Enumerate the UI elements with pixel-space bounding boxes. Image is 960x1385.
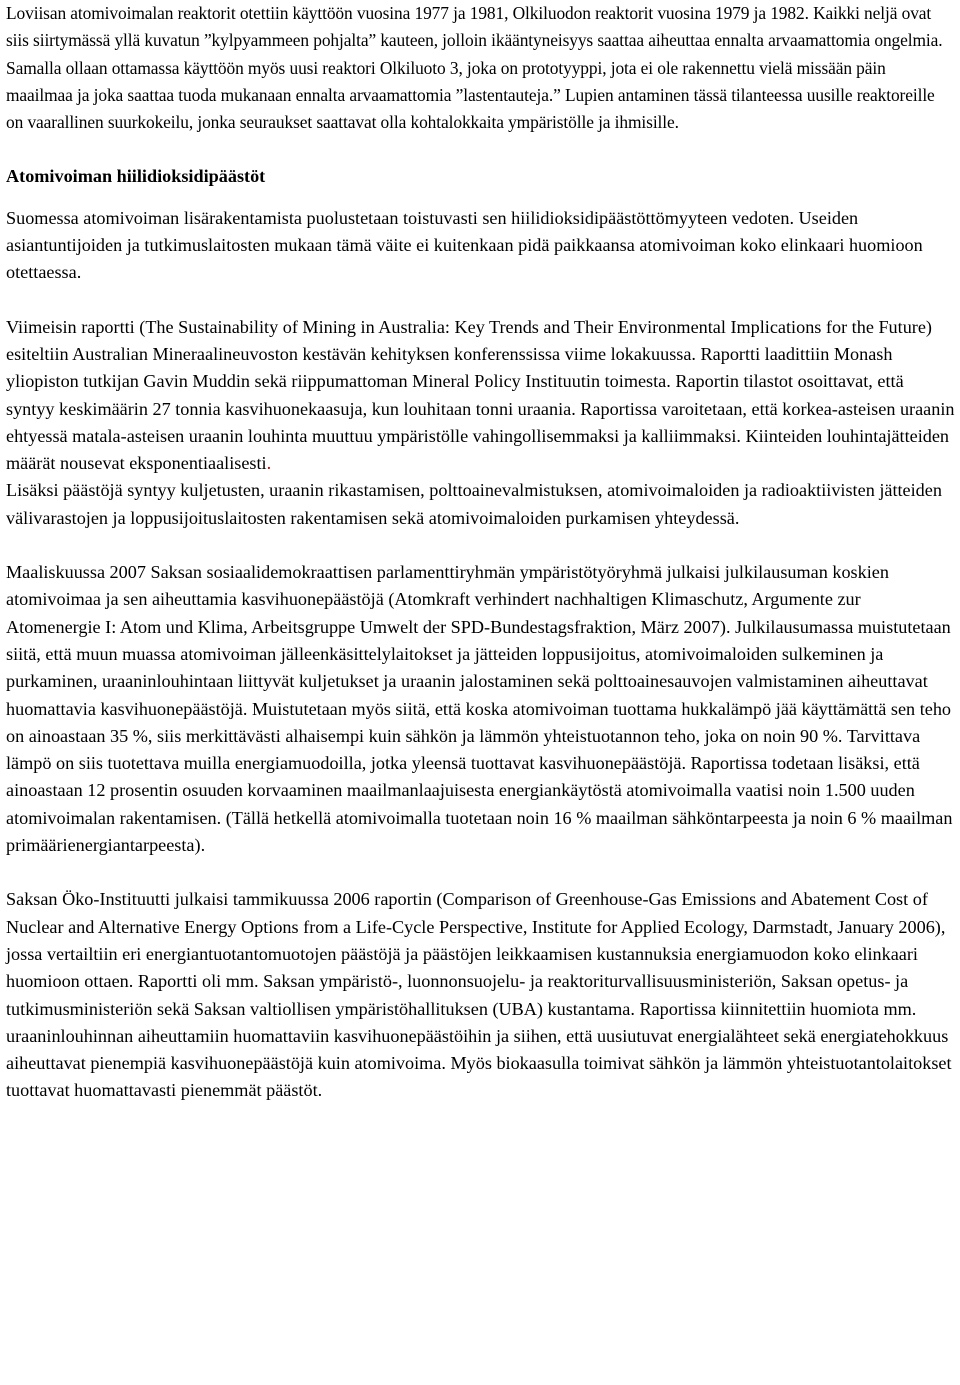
red-period: . bbox=[266, 453, 272, 474]
mining-report-text: Viimeisin raportti (The Sustainability of Mining in Australia: Key Trends and Their Environmental Implications for the Future) esiteltiin Australian Mineraalineuvoston kestävän kehityksen konferenssissa viime lokakuussa. Raportti laadittiin Monash yliopiston tutkijan Gavin Muddin sekä riippumattoman Mineral Policy Instituutin toimesta. Raportin tilastot osoittavat, että syntyy keskimäärin 27 tonnia kasvihuonekaasuja, kun louhitaan tonni uraania. Raportissa varoitetaan, että korkea-asteisen uraanin ehtyessä matala-asteisen uraanin louhinta muuttuu ympäristölle vahingollisemmaksi ja kalliimmaksi. Kiinteiden louhintajätteiden määrät nousevat eksponentiaalisesti bbox=[6, 316, 955, 474]
paragraph-mining-report bbox=[6, 314, 956, 478]
paragraph-additional-emissions: Lisäksi päästöjä syntyy kuljetusten, uraanin rikastamisen, polttoainevalmistuksen, atomivoimaloiden ja radioaktiivisten jätteiden välivarastojen ja loppusijoituslaitosten rakentamisen sekä atomivoimaloiden purkamisen yhteydessä. bbox=[6, 480, 942, 528]
document-page bbox=[6, 0, 956, 1105]
section-heading: Atomivoiman hiilidioksidipäästöt bbox=[6, 166, 266, 187]
paragraph-intro-emissions: Suomessa atomivoiman lisärakentamista puolustetaan toistuvasti sen hiilidioksidipäästöttömyyteen vedoten. Useiden asiantuntijoiden ja tutkimuslaitosten mukaan tämä väite ei kuitenkaan pidä paikkaansa atomivoiman koko elinkaari huomioon otettaessa. bbox=[6, 207, 923, 283]
paragraph-reactors: Loviisan atomivoimalan reaktorit otettiin käyttöön vuosina 1977 ja 1981, Olkiluodon reaktorit vuosina 1979 ja 1982. Kaikki neljä ovat siis siirtymässä yllä kuvatun ”kylpyammeen pohjalta” kauteen, jolloin ikääntyneisyys saattaa aiheuttaa ennalta arvaamattomia ongelmia. Samalla ollaan ottamassa käyttöön myös uusi reaktori Olkiluoto 3, joka on prototyyppi, jota ei ole rakennettu vielä missään päin maailmaa ja joka saattaa tuoda mukanaan ennalta arvaamattomia ”lastentauteja.” Lupien antaminen tässä tilanteessa uusille reaktoreille on vaarallinen suurkokeilu, jonka seuraukset saattavat olla kohtalokkaita ympäristölle ja ihmisille. bbox=[6, 3, 943, 133]
paragraph-spd-statement: Maaliskuussa 2007 Saksan sosiaalidemokraattisen parlamenttiryhmän ympäristötyöryhmä julkaisi julkilausuman koskien atomivoimaa ja sen aiheuttamia kasvihuonepäästöjä (Atomkraft verhindert nachhaltigen Klimaschutz, Argumente zur Atomenergie I: Atom und Klima, Arbeitsgruppe Umwelt der SPD-Bundestagsfraktion, März 2007). Julkilausumassa muistutetaan siitä, että muun muassa atomivoiman jälleenkäsittelylaitokset ja jätteiden loppusijoitus, atomivoimaloiden sulkeminen ja purkaminen, uraaninlouhintaan liittyvät kuljetukset ja uraanin jalostaminen sekä polttoainesauvojen valmistaminen aiheuttavat huomattavia kasvihuonepäästöjä. Muistutetaan myös siitä, että koska atomivoiman tuottama hukkalämpö jää käyttämättä sen teho on ainoastaan 35 %, siis merkittävästi alhaisempi kuin sähkön ja lämmön yhteistuotannon teho, joka on noin 90 %. Tarvittava lämpö on siis tuotettava muilla energiamuodoilla, jotka yleensä tuottavat kasvihuonepäästöjä. Raportissa todetaan lisäksi, että ainoastaan 12 prosentin osuuden korvaaminen maailmanlaajuisesta energiankäytöstä atomivoimalla vaatisi noin 1.500 uuden atomivoimalan rakentamisen. (Tällä hetkellä atomivoimalla tuotetaan noin 16 % maailman sähköntarpeesta ja noin 6 % maailman primäärienergiantarpeesta). bbox=[6, 562, 953, 856]
paragraph-oko-institute: Saksan Öko-Instituutti julkaisi tammikuussa 2006 raportin (Comparison of Greenhouse-Gas Emissions and Abatement Cost of Nuclear and Alternative Energy Options from a Life-Cycle Perspective, Institute for Applied Ecology, Darmstadt, January 2006), jossa vertailtiin eri energiantuotantomuotojen päästöjä ja päästöjen leikkaamisen kustannuksia energiamuodon koko elinkaari huomioon ottaen. Raportti oli mm. Saksan ympäristö-, luonnonsuojelu- ja reaktoriturvallisuusministeriön, Saksan opetus- ja tutkimusministeriön sekä Saksan valtiollisen ympäristöhallituksen (UBA) kustantama. Raportissa kiinnitettiin huomiota mm. uraaninlouhinnan aiheuttamiin huomattaviin kasvihuonepäästöihin ja siihen, että uusiutuvat energialähteet sekä energiatehokkuus aiheuttavat pienempiä kasvihuonepäästöjä kuin atomivoima. Myös biokaasulla toimivat sähkön ja lämmön yhteistuotantolaitokset tuottavat huomattavasti pienemmät päästöt. bbox=[6, 889, 952, 1101]
